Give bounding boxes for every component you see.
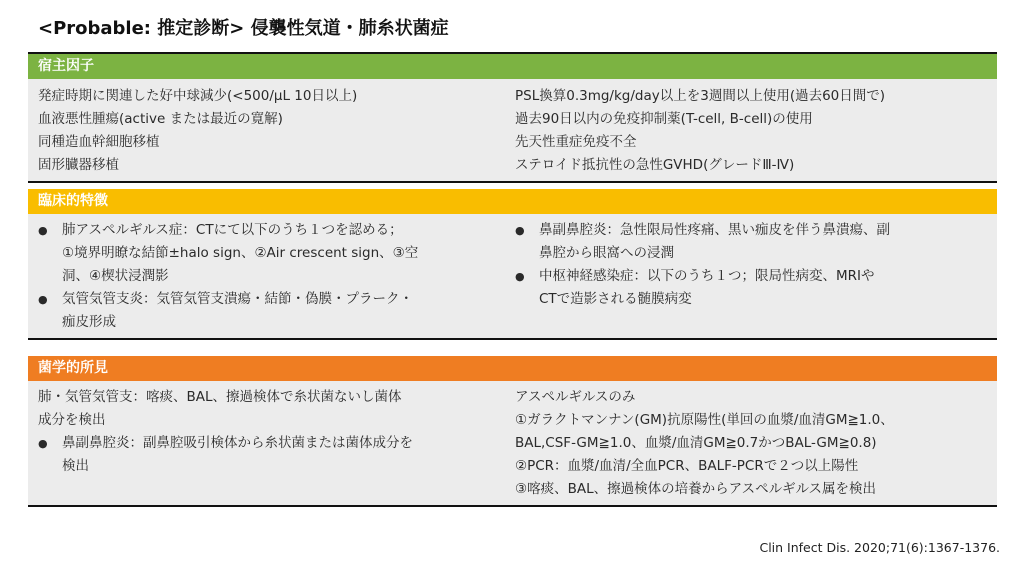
- finding-line: ③喀痰、BAL、擦過検体の培養からアスペルギルス属を検出: [515, 481, 877, 497]
- bullet-line: 洞、④楔状浸潤影: [62, 268, 169, 284]
- finding-line: 成分を検出: [38, 412, 106, 428]
- host-factor-item: 先天性重症免疫不全: [515, 134, 637, 150]
- host-factors-header: 宿主因子: [28, 54, 997, 79]
- host-factor-item: 固形臓器移植: [38, 157, 119, 173]
- bullet-line: ①境界明瞭な結節±halo sign、②Air crescent sign、③空: [62, 245, 419, 261]
- bullet-icon: ●: [38, 437, 48, 450]
- clinical-features-right: [515, 219, 997, 334]
- host-factors-left: [28, 85, 515, 177]
- bullet-item: [38, 288, 515, 334]
- bullet-line: 肺アスペルギルス症：CTにて以下のうち１つを認める；: [62, 222, 403, 238]
- mycological-findings-left: [28, 386, 515, 501]
- bullet-line: 検出: [62, 458, 89, 474]
- mycological-findings-right: [515, 386, 997, 501]
- mycological-findings-header: 菌学的所見: [28, 356, 997, 381]
- bullet-item: [515, 265, 997, 311]
- host-factor-item: 同種造血幹細胞移植: [38, 134, 160, 150]
- bullet-item: [38, 219, 515, 288]
- host-factor-item: ステロイド抵抗性の急性GVHD(グレードⅢ-Ⅳ): [515, 157, 795, 173]
- section-divider: [28, 181, 997, 189]
- bullet-line: 痂皮形成: [62, 314, 116, 330]
- host-factor-item: 過去90日以内の免疫抑制薬(T-cell, B-cell)の使用: [515, 111, 813, 127]
- section-divider: [28, 338, 997, 356]
- finding-line: ①ガラクトマンナン(GM)抗原陽性(単回の血漿/血清GM≧1.0、: [515, 412, 894, 428]
- host-factors-right: [515, 85, 997, 177]
- clinical-features-body: [28, 214, 997, 338]
- mycological-findings-body: [28, 381, 997, 505]
- bullet-line: 中枢神経感染症：以下のうち１つ；限局性病変、MRIや: [539, 268, 875, 284]
- finding-line: 肺・気管気管支：喀痰、BAL、擦過検体で糸状菌ないし菌体: [38, 389, 402, 405]
- clinical-features-left: [28, 219, 515, 334]
- bullet-icon: ●: [515, 224, 525, 237]
- citation: Clin Infect Dis. 2020;71(6):1367-1376.: [759, 540, 1000, 555]
- bullet-item: [515, 219, 997, 265]
- finding-line: BAL,CSF-GM≧1.0、血漿/血清GM≧0.7かつBAL-GM≧0.8): [515, 435, 877, 451]
- host-factor-item: 血液悪性腫瘍(active または最近の寛解): [38, 111, 283, 127]
- bullet-line: 鼻副鼻腔炎：副鼻腔吸引検体から糸状菌または菌体成分を: [62, 435, 413, 451]
- host-factor-item: PSL換算0.3mg/kg/day以上を3週間以上使用(過去60日間で): [515, 88, 886, 104]
- host-factor-item: 発症時期に関連した好中球減少(<500/μL 10日以上): [38, 88, 358, 104]
- finding-line: アスペルギルスのみ: [515, 389, 636, 405]
- bullet-icon: ●: [38, 293, 48, 306]
- bullet-icon: ●: [515, 270, 525, 283]
- bullet-line: CTで造影される髄膜病変: [539, 291, 692, 307]
- bullet-line: 鼻腔から眼窩への浸潤: [539, 245, 674, 261]
- bullet-icon: ●: [38, 224, 48, 237]
- bullet-item: [38, 432, 515, 478]
- bullet-line: 気管気管支炎：気管気管支潰瘍・結節・偽膜・プラーク・: [62, 291, 413, 307]
- finding-line: ②PCR：血漿/血清/全血PCR、BALF-PCRで２つ以上陽性: [515, 458, 859, 474]
- bullet-line: 鼻副鼻腔炎：急性限局性疼痛、黒い痂皮を伴う鼻潰瘍、副: [539, 222, 890, 238]
- criteria-table: [28, 52, 997, 507]
- clinical-features-header: 臨床的特徴: [28, 189, 997, 214]
- page-title: <Probable: 推定診断> 侵襲性気道・肺糸状菌症: [38, 18, 449, 39]
- host-factors-body: [28, 79, 997, 181]
